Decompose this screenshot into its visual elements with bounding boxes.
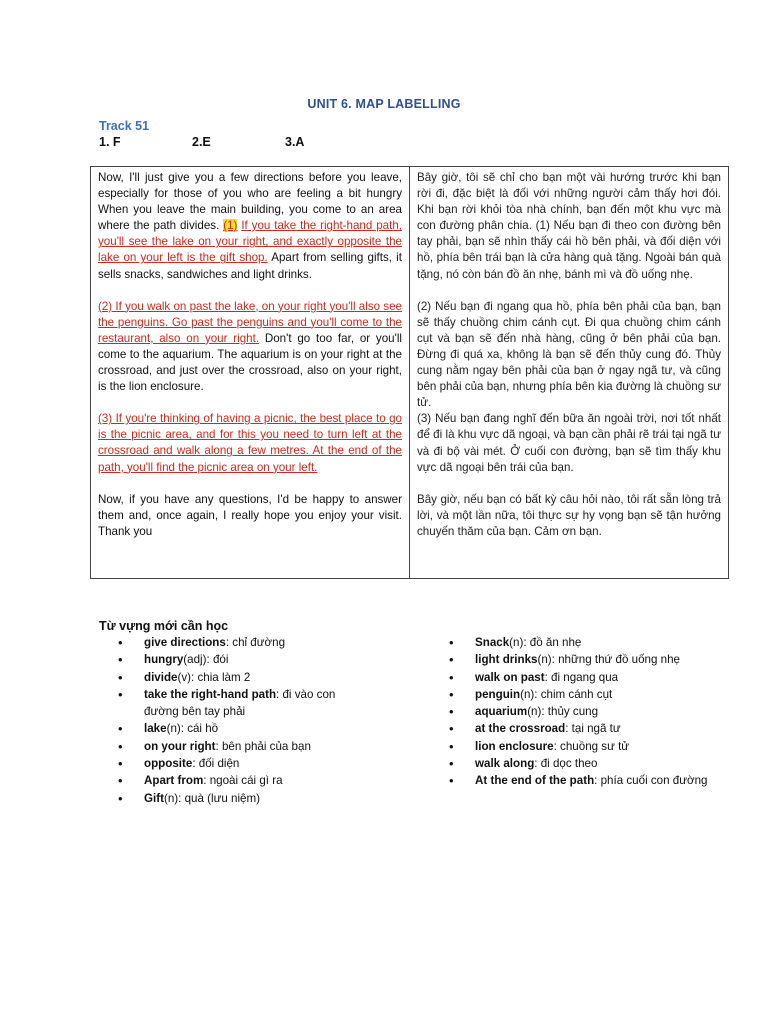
vietnamese-paragraph-2: (2) Nếu bạn đi ngang qua hồ, phía bên phải của bạn, bạn sẽ thấy chuồng chim cánh cụt. Đi qua chuồng chim cánh cụt và bạn sẽ đến nhà hàng, cũng ở bên phải của bạn. Đừng đi quá xa, không là bạn sẽ đến thủy cung đó. Thủy cung nằm ngay bên phải của bạn ở ngay ngã tư, và cũng bên phải của bạn, nhưng phía bên kia đường là chuồng sư tử. (417, 299, 721, 410)
vocabulary-list-right (449, 634, 709, 790)
vietnamese-paragraph-3: (3) Nếu bạn đang nghĩ đến bữa ăn ngoài trời, nơi tốt nhất để đi là khu vực dã ngoại, và bạn cần phải rẽ trái tại ngã tư và đi bộ vài mét. Ở cuối con đường, bạn sẽ tìm thấy khu vực dã ngoại bên trái của bạn. (417, 412, 721, 474)
vocab-item: • penguin(n): chim cánh cụt (449, 686, 709, 703)
vocab-item: • hungry(adj): đói (118, 651, 350, 668)
vocab-item: • At the end of the path: phía cuối con đường (449, 772, 709, 789)
english-transcript (91, 167, 410, 579)
vocab-item: • walk along: đi dọc theo (449, 755, 709, 772)
page-title: UNIT 6. MAP LABELLING (307, 97, 461, 111)
answer-1: 1. F (99, 135, 121, 149)
answer-3: 3.A (285, 135, 305, 149)
vocab-item: • Snack(n): đồ ăn nhẹ (449, 634, 709, 651)
english-paragraph-3 (98, 411, 402, 475)
vocab-item: • lion enclosure: chuồng sư tử (449, 738, 709, 755)
english-paragraph-1 (98, 170, 402, 283)
vietnamese-translation (410, 167, 729, 579)
vocab-item: • walk on past: đi ngang qua (449, 669, 709, 686)
vocab-item: • take the right-hand path: đi vào con đường bên tay phải (118, 686, 350, 721)
answer-2: 2.E (192, 135, 211, 149)
vocab-item: • opposite: đối diện (118, 755, 350, 772)
transcript-table (90, 166, 729, 579)
marker-1: (1) (223, 219, 238, 233)
answer-highlight-3: (3) If you're thinking of having a picnic, the best place to go is the picnic area, and for this you need to turn left at the crossroad and walk along a few metres. At the end of the path, you'll find the picnic area on your left. (98, 412, 402, 474)
track-label: Track 51 (99, 119, 150, 133)
vietnamese-paragraph-4: Bây giờ, nếu bạn có bất kỳ câu hỏi nào, tôi rất sẵn lòng trả lời, và một lần nữa, tôi thực sự hy vọng bạn sẽ tận hưởng chuyến thăm của bạn. Cảm ơn bạn. (417, 492, 721, 538)
english-p2-tail: Don't go too far, or you'll come to the aquarium. The aquarium is on your right at the crossroad, and just over the crossroad, also on your right, is the lion enclosure. (98, 331, 402, 394)
vocab-item: • light drinks(n): những thứ đồ uống nhẹ (449, 651, 709, 668)
vocab-item: • on your right: bên phải của bạn (118, 738, 350, 755)
vocab-item: • Apart from: ngoài cái gì ra (118, 772, 350, 789)
vocab-item: • divide(v): chia làm 2 (118, 669, 350, 686)
vocab-item: • aquarium(n): thủy cung (449, 703, 709, 720)
answer-highlight-1: If you take the right-hand path, you'll see the lake on your right, and exactly opposite the lake on your left is the gift shop. (98, 219, 403, 265)
english-p1-tail: Apart from selling gifts, it sells snacks, sandwiches and light drinks. (98, 251, 402, 281)
vocabulary-list-left (118, 634, 350, 807)
answer-highlight-2: (2) If you walk on past the lake, on your right you'll also see the penguins. Go past the penguins and you'll come to the restaurant, also on your right. (98, 299, 402, 345)
vocab-item: • give directions: chỉ đường (118, 634, 350, 651)
english-p1-text: Now, I'll just give you a few directions before you leave, especially for those of you who are feeling a bit hungry When you leave the main building, you come to an area where the path divides. (98, 171, 402, 233)
vocab-item: • at the crossroad: tại ngã tư (449, 720, 709, 737)
english-paragraph-4: Now, if you have any questions, I'd be happy to answer them and, once again, I really hope you enjoy your visit. Thank you (98, 492, 402, 538)
english-paragraph-2 (98, 299, 402, 396)
vocab-item: • lake(n): cái hồ (118, 720, 350, 737)
vietnamese-paragraph-1: Bây giờ, tôi sẽ chỉ cho bạn một vài hướng trước khi bạn rời đi, đặc biệt là đối với những người cảm thấy hơi đói. Khi bạn rời khỏi tòa nhà chính, bạn đến một khu vực mà con đường phân chia. (1) Nếu bạn đi theo con đường bên tay phải, bạn sẽ nhìn thấy cái hồ bên phải, và đối diện với hồ, phía bên trái bạn là cửa hàng quà tặng. Ngoài bán quà tặng, nó còn bán đồ ăn nhẹ, bánh mì và đồ uống nhẹ. (417, 171, 721, 281)
vocabulary-heading: Từ vựng mới cần học (99, 619, 229, 633)
answer-key (99, 135, 359, 151)
vocab-item: • Gift(n): quà (lưu niệm) (118, 790, 350, 807)
